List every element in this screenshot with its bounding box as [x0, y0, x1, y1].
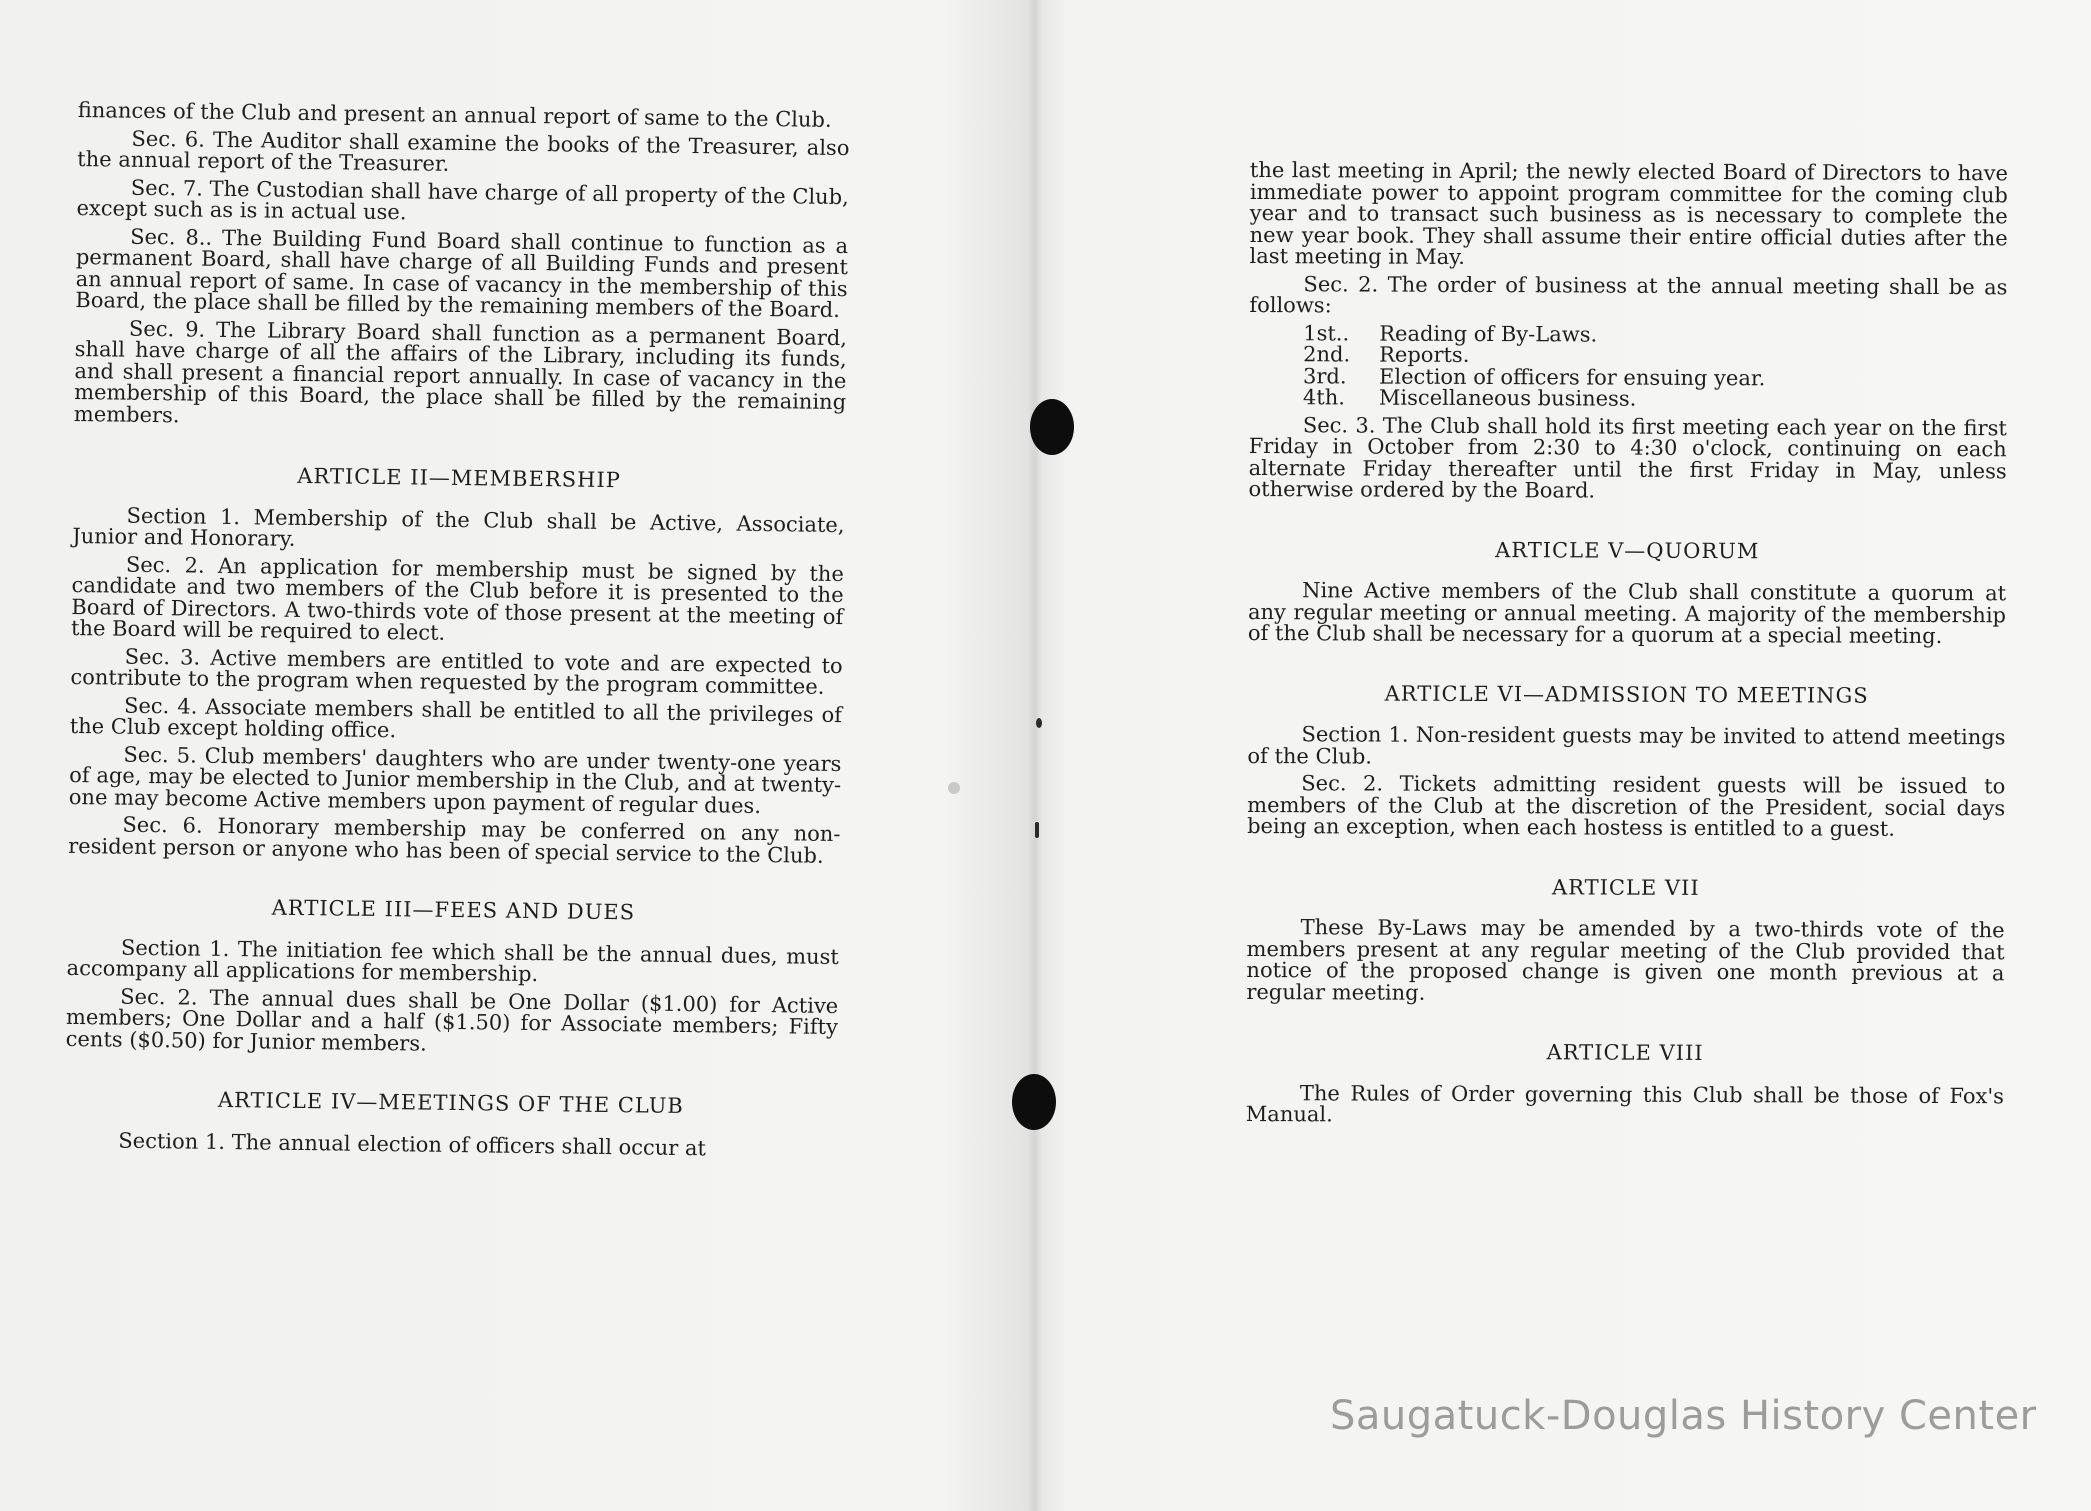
article-heading: ARTICLE VI—ADMISSION TO MEETINGS [1384, 681, 1869, 708]
section-paragraph: Nine Active members of the Club shall constitute a quorum at any regular meeting or annual meeting. A majority of the membership of the Club shall be necessary for a quorum at a special meeting. [1247, 578, 2007, 649]
section-paragraph: Sec. 9. The Library Board shall function as a permanent Board, shall have charge of all the affairs of the Library, including its funds, and shall present a financial report annually. In case of vacancy in the membership of this Board, the place shall be filled by the remaining members. [73, 316, 848, 427]
section-paragraph: Sec. 3. The Club shall hold its first meeting each year on the first Friday in October from 2:30 to 4:30 o'clock, continuing on each alternate Friday thereafter until the first Friday in May, unless otherwise ordered by the Board. [1248, 412, 2007, 503]
section-paragraph: Sec. 2. An application for membership must be signed by the candidate and two members of the Club before it is presented to the Board of Directors. A two-thirds vote of those present at the meeting of the Board will be required to elect. [70, 552, 845, 645]
binding-hole-bottom [1012, 1074, 1056, 1130]
section-paragraph: Sec. 6. The Auditor shall examine the books of the Treasurer, also the annual report of the Treasurer. [77, 126, 850, 176]
section-paragraph: Sec. 7. The Custodian shall have charge of all property of the Club, except such as is in actual use. [76, 175, 849, 225]
watermark-text: Saugatuck-Douglas History Center [1330, 1393, 2037, 1439]
list-item-text: Election of officers for ensuing year. [1379, 364, 1766, 390]
center-fold [1028, 0, 1042, 1511]
list-item-text: Reading of By-Laws. [1379, 321, 1598, 347]
section-paragraph: Sec. 3. Active members are entitled to vote and are expected to contribute to the program when requested by the program committee. [70, 644, 843, 699]
binding-hole-top [1030, 399, 1074, 455]
section-paragraph: Sec. 6. Honorary membership may be conferred on any non-resident person or anyone who has been of special service to the Club. [68, 812, 841, 868]
section-paragraph: Sec. 8.. The Building Fund Board shall continue to function as a permanent Board, shall have charge of all Building Funds and present an annual report of same. In case of vacancy in the membership of this Board, the place shall be filled by the remaining members of the Board. [75, 224, 849, 322]
list-item-number: 1st.. [1303, 320, 1350, 345]
section-paragraph: Sec. 2. The order of business at the annual meeting shall be as follows: [1249, 271, 2008, 318]
paper-speck [948, 782, 960, 794]
paragraph: the last meeting in April; the newly elected Board of Directors to have immediate power to appoint program committee for the coming club year and to transact such business as is necessary to complete the new year book. They shall assume their entire official duties after the last meeting in May. [1249, 158, 2009, 269]
order-of-business-list [1302, 320, 2007, 412]
section-paragraph: Sec. 4. Associate members shall be entitled to all the privileges of the Club except holding office. [69, 693, 843, 743]
article-heading: ARTICLE IV—MEETINGS OF THE CLUB [217, 1087, 684, 1119]
section-paragraph: Section 1. The initiation fee which shall be the annual dues, must accompany all applications for membership. [66, 935, 840, 987]
left-page [64, 100, 850, 1167]
list-item [1303, 387, 2007, 412]
section-paragraph: Sec. 2. The annual dues shall be One Dollar ($1.00) for Active members; One Dollar and a half ($1.50) for Associate members; Fifty cents ($0.50) for Junior members. [65, 984, 839, 1056]
list-item-text: Miscellaneous business. [1378, 385, 1637, 411]
section-paragraph: These By-Laws may be amended by a two-thirds vote of the members present at any regular meeting of the Club provided that notice of the proposed change is given one month previous at a regular meeting. [1246, 915, 2005, 1005]
section-paragraph: Sec. 2. Tickets admitting resident guests will be issued to members of the Club at the discretion of the President, social days being an exception, when each hostess is entitled to a guest. [1247, 771, 2006, 841]
paper-speck [1035, 822, 1039, 838]
list-item-number: 4th. [1302, 385, 1346, 410]
list-item-number: 3rd. [1303, 363, 1347, 388]
article-heading: ARTICLE II—MEMBERSHIP [297, 463, 622, 493]
section-paragraph: Section 1. The annual election of officers shall occur at [118, 1128, 707, 1160]
paper-speck [1036, 718, 1042, 728]
list-item-text: Reports. [1379, 342, 1470, 367]
list-item-number: 2nd. [1303, 342, 1351, 367]
article-heading: ARTICLE VII [1551, 874, 1700, 900]
article-heading: ARTICLE VIII [1546, 1040, 1704, 1065]
section-paragraph: Sec. 5. Club members' daughters who are under twenty-one years of age, may be elected to Junior membership in the Club, and at twenty-one may become Active members upon payment of regular dues. [68, 742, 842, 818]
section-paragraph: Section 1. Non-resident guests may be invited to attend meetings of the Club. [1247, 722, 2006, 769]
section-paragraph: The Rules of Order governing this Club shall be those of Fox's Manual. [1245, 1080, 2004, 1127]
section-paragraph: Section 1. Membership of the Club shall be Active, Associate, Junior and Honorary. [72, 503, 845, 551]
right-page [1246, 160, 2008, 1135]
article-heading: ARTICLE III—FEES AND DUES [271, 895, 636, 925]
article-heading: ARTICLE V—QUORUM [1495, 537, 1760, 563]
paragraph: finances of the Club and present an annual report of same to the Club. [77, 98, 832, 132]
